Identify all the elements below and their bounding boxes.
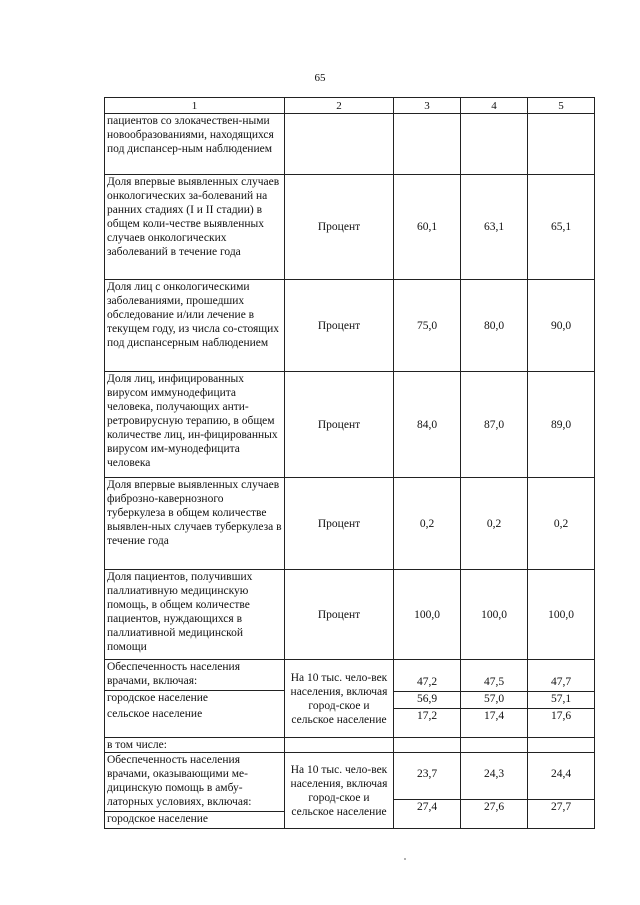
- total-value: 24,4: [550, 768, 572, 780]
- value-cell: [394, 660, 461, 738]
- column-header: 2: [285, 98, 394, 114]
- value-cell: 100,0: [394, 570, 461, 660]
- unit-cell: Процент: [285, 570, 394, 660]
- indicators-table: [104, 97, 595, 829]
- rural-value: 17,6: [528, 708, 594, 723]
- indicator-cell: [105, 753, 285, 829]
- page-number: 65: [314, 72, 326, 84]
- unit-cell: [285, 114, 394, 175]
- value-cell: [394, 753, 461, 829]
- value-cell: [461, 753, 528, 829]
- indicator-cell: пациентов со злокачествен-ными новообразованиями, находящихся под диспансер-ным наблюдением: [105, 114, 285, 175]
- urban-value: 27,4: [394, 799, 460, 814]
- urban-value: 57,0: [461, 691, 527, 706]
- value-cell: [528, 660, 595, 738]
- column-header: 1: [105, 98, 285, 114]
- table-row: [105, 175, 595, 280]
- value-cell: [528, 753, 595, 829]
- column-header: 5: [528, 98, 595, 114]
- urban-value: 27,7: [528, 799, 594, 814]
- value-cell: 80,0: [461, 280, 528, 372]
- unit-cell: На 10 тыс. чело-век населения, включая город-ское и сельское население: [285, 753, 394, 829]
- indicator-cell: Доля пациентов, получивших паллиативную медицинскую помощь, в общем количестве пациентов, нуждающихся в паллиативной медицинской помощи: [105, 570, 285, 660]
- value-cell: 75,0: [394, 280, 461, 372]
- value-cell: [528, 114, 595, 175]
- indicator-cell: [105, 660, 285, 738]
- indicator-cell: Доля впервые выявленных случаев онкологических за-болеваний на ранних стадиях (I и II стадии) в общем коли-честве выявленных случаев онкологических заболеваний в течение года: [105, 175, 285, 280]
- indicator-cell: Доля впервые выявленных случаев фиброзно-кавернозного туберкулеза в общем количестве выявлен-ных случаев туберкулеза в течение года: [105, 478, 285, 570]
- value-cell: [528, 738, 595, 753]
- column-header: 3: [394, 98, 461, 114]
- value-cell: 63,1: [461, 175, 528, 280]
- indicator-text: Обеспеченность населения врачами, включая:: [107, 661, 241, 687]
- unit-cell: Процент: [285, 372, 394, 478]
- urban-value: 56,9: [394, 691, 460, 706]
- unit-cell: На 10 тыс. чело-век населения, включая город-ское и сельское население: [285, 660, 394, 738]
- table-row-outpatient-doctors: [105, 753, 595, 829]
- total-value: 47,2: [416, 675, 438, 688]
- value-cell: 0,2: [461, 478, 528, 570]
- value-cell: 84,0: [394, 372, 461, 478]
- total-value: 47,7: [550, 675, 572, 688]
- urban-population-label: городское население: [105, 690, 284, 705]
- table-row-doctors-provision: [105, 660, 595, 738]
- value-cell: 90,0: [528, 280, 595, 372]
- indicator-cell: Доля лиц с онкологическими заболеваниями, прошедших обследование и/или лечение в текущем году, из числа со-стоящих под диспансерным наблюдением: [105, 280, 285, 372]
- value-cell: [461, 660, 528, 738]
- indicator-cell: Доля лиц, инфицированных вирусом иммунодефицита человека, получающих анти-ретровирусную терапию, в общем количестве лиц, ин-фицированных вирусом им-мунодефицита человека: [105, 372, 285, 478]
- value-cell: 87,0: [461, 372, 528, 478]
- total-value: 24,3: [483, 768, 505, 780]
- rural-value: 17,2: [394, 708, 460, 723]
- value-cell: 60,1: [394, 175, 461, 280]
- value-cell: 100,0: [461, 570, 528, 660]
- urban-value: 27,6: [461, 799, 527, 814]
- table-row: [105, 372, 595, 478]
- total-value: 23,7: [416, 768, 438, 780]
- unit-cell: Процент: [285, 175, 394, 280]
- value-cell: 0,2: [394, 478, 461, 570]
- value-cell: [461, 738, 528, 753]
- rural-population-label: сельское население: [107, 708, 203, 720]
- unit-cell: Процент: [285, 478, 394, 570]
- value-cell: [461, 114, 528, 175]
- table-row-in-that-number: [105, 738, 595, 753]
- table-row: [105, 478, 595, 570]
- table-header-row: [105, 98, 595, 114]
- total-value: 47,5: [483, 675, 505, 688]
- indicator-cell: в том числе:: [105, 738, 285, 753]
- table-row: [105, 280, 595, 372]
- urban-population-label: городское население: [105, 811, 284, 826]
- unit-cell: [285, 738, 394, 753]
- value-cell: [394, 738, 461, 753]
- rural-value: 17,4: [461, 708, 527, 723]
- value-cell: 65,1: [528, 175, 595, 280]
- urban-value: 57,1: [528, 691, 594, 706]
- scan-speck: [404, 858, 406, 860]
- table-row: [105, 114, 595, 175]
- column-header: 4: [461, 98, 528, 114]
- value-cell: 89,0: [528, 372, 595, 478]
- value-cell: [394, 114, 461, 175]
- value-cell: 0,2: [528, 478, 595, 570]
- table-row: [105, 570, 595, 660]
- value-cell: 100,0: [528, 570, 595, 660]
- indicator-text: Обеспеченность населения врачами, оказывающими ме-дицинскую помощь в амбу-латорных условиях, включая:: [107, 754, 252, 808]
- unit-cell: Процент: [285, 280, 394, 372]
